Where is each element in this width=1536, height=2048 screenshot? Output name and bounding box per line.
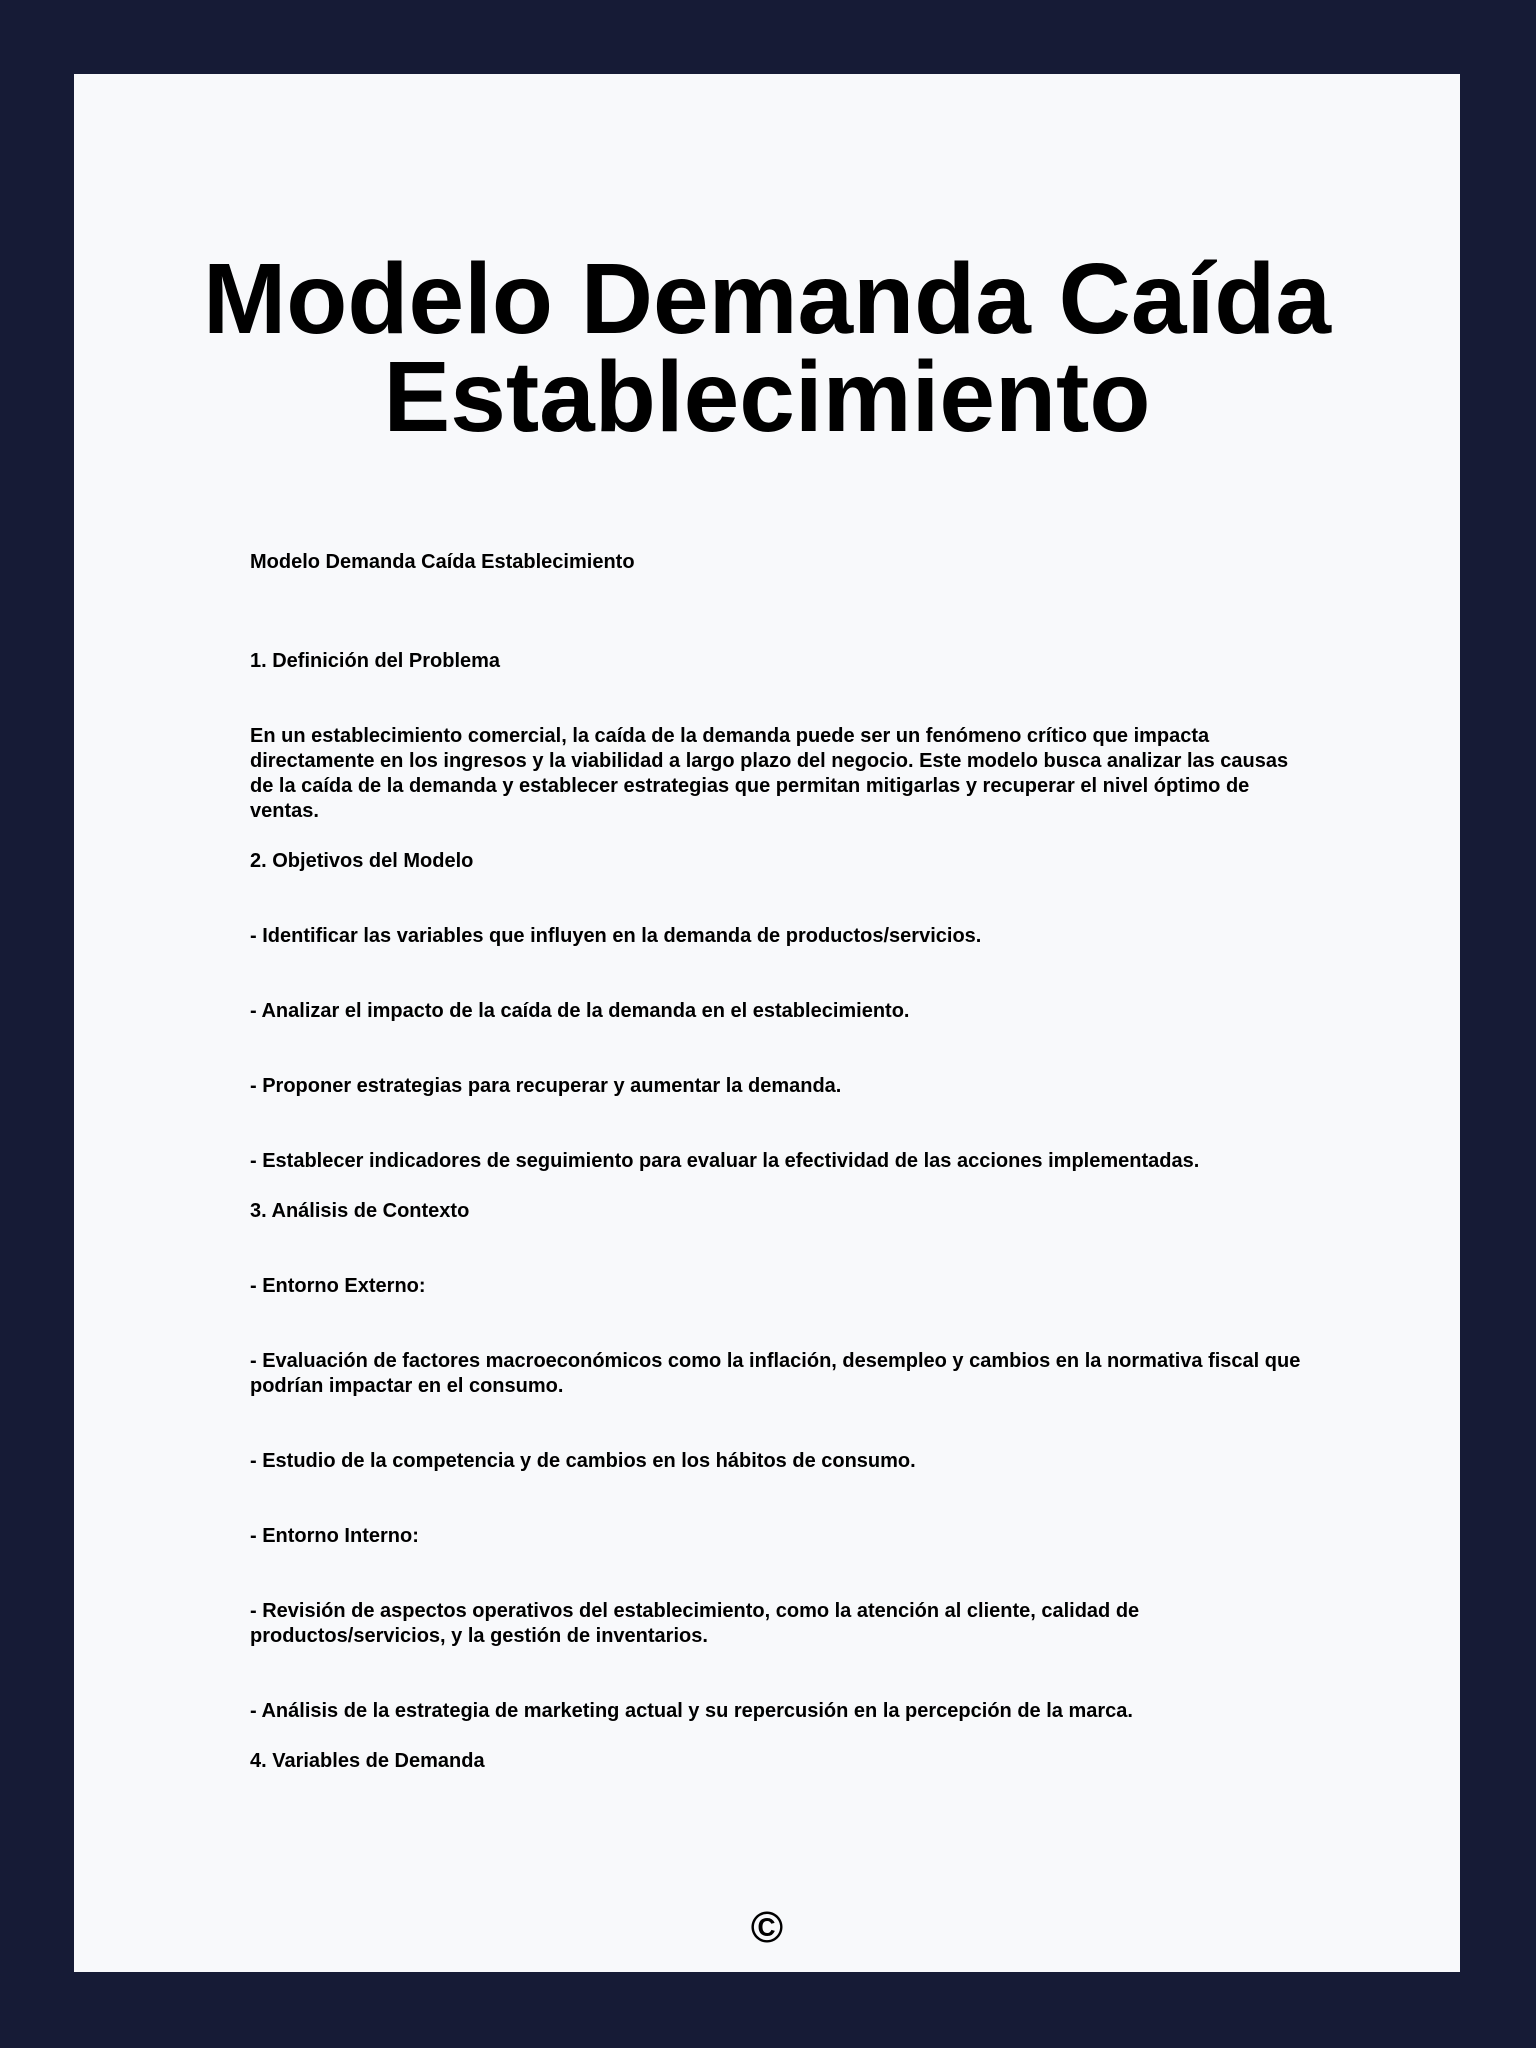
section-3-title: 3. Análisis de Contexto — [250, 1200, 470, 1222]
list-item: - Estudio de la competencia y de cambios en los hábitos de consumo. — [250, 1450, 916, 1472]
list-item: - Análisis de la estrategia de marketing actual y su repercusión en la percepción de la marca. — [250, 1700, 1133, 1722]
document-body — [250, 550, 1310, 1774]
document-page — [74, 74, 1460, 1972]
title-line-2: Establecimiento — [383, 341, 1151, 453]
list-item: - Establecer indicadores de seguimiento para evaluar la efectividad de las acciones implementadas. — [250, 1150, 1200, 1172]
section-1-title: 1. Definición del Problema — [250, 650, 501, 672]
body-heading: Modelo Demanda Caída Establecimiento — [250, 551, 635, 573]
document-title — [74, 243, 1460, 453]
list-item: - Analizar el impacto de la caída de la demanda en el establecimiento. — [250, 1000, 910, 1022]
section-1-paragraph: En un establecimiento comercial, la caída de la demanda puede ser un fenómeno crítico que impacta directamente en los ingresos y la viabilidad a largo plazo del negocio. Este modelo busca analizar las causas de la caída de la demanda y establecer estrategias que permitan mitigarlas y recuperar el nivel óptimo de ventas. — [250, 725, 1289, 822]
list-item: - Entorno Externo: — [250, 1275, 426, 1297]
title-line-1: Modelo Demanda Caída — [203, 243, 1331, 355]
section-4-title: 4. Variables de Demanda — [250, 1750, 485, 1772]
section-2-title: 2. Objetivos del Modelo — [250, 850, 474, 872]
list-item: - Identificar las variables que influyen en la demanda de productos/servicios. — [250, 925, 982, 947]
copyright-icon: © — [750, 1903, 784, 1952]
list-item: - Evaluación de factores macroeconómicos como la inflación, desempleo y cambios en la normativa fiscal que podrían impactar en el consumo. — [250, 1350, 1301, 1397]
list-item: - Entorno Interno: — [250, 1525, 419, 1547]
list-item: - Revisión de aspectos operativos del establecimiento, como la atención al cliente, calidad de productos/servicios, y la gestión de inventarios. — [250, 1600, 1140, 1647]
list-item: - Proponer estrategias para recuperar y aumentar la demanda. — [250, 1075, 842, 1097]
